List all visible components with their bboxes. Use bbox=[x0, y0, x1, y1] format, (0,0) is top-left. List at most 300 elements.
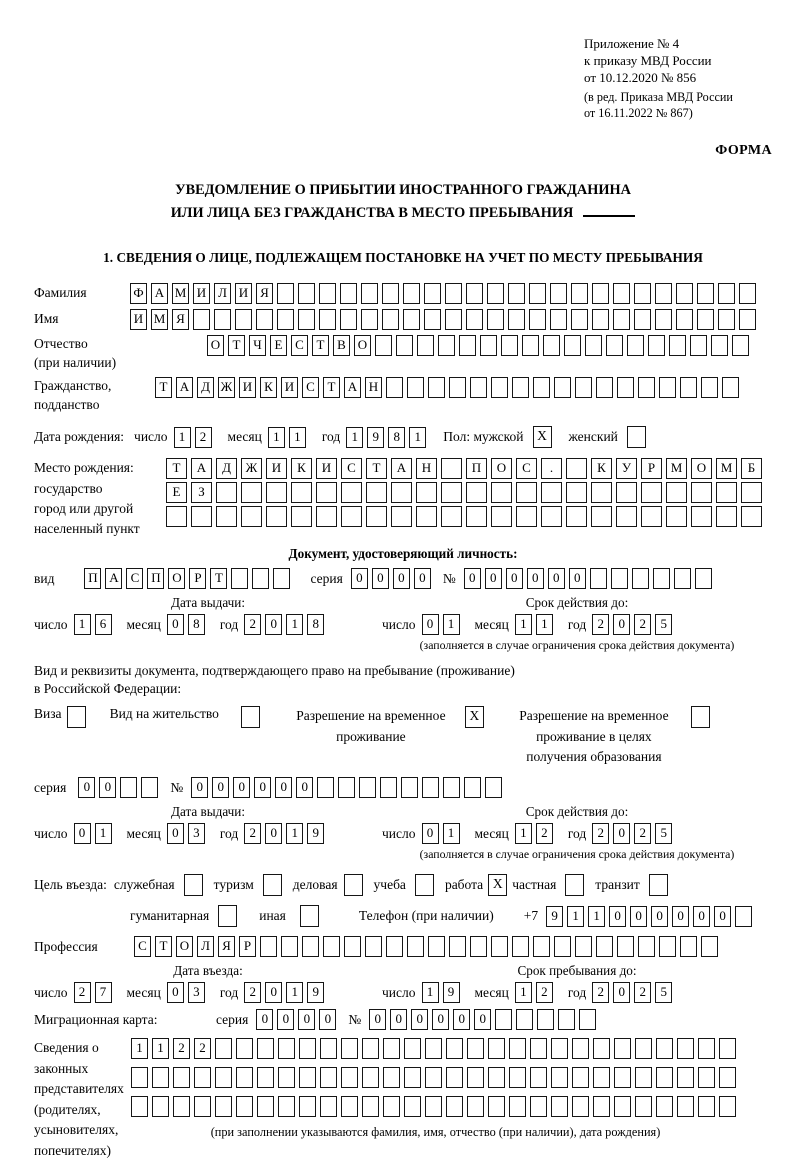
char-cell[interactable]: 2 bbox=[634, 823, 651, 844]
char-cell[interactable]: 0 bbox=[265, 982, 282, 1003]
char-cell[interactable]: 0 bbox=[296, 777, 313, 798]
char-cell[interactable]: И bbox=[266, 458, 287, 479]
char-cell[interactable] bbox=[131, 1067, 148, 1088]
char-cell[interactable]: 0 bbox=[256, 1009, 273, 1030]
char-cell[interactable]: 0 bbox=[613, 823, 630, 844]
char-cell[interactable]: 2 bbox=[536, 982, 553, 1003]
char-cell[interactable]: 1 bbox=[409, 427, 426, 448]
purpose-rabota-checkbox[interactable]: X bbox=[488, 874, 507, 896]
char-cell[interactable] bbox=[648, 335, 665, 356]
char-cell[interactable] bbox=[566, 506, 587, 527]
char-cell[interactable]: С bbox=[126, 568, 143, 589]
char-cell[interactable] bbox=[614, 1067, 631, 1088]
char-cell[interactable] bbox=[718, 309, 735, 330]
purpose-chastnaya-checkbox[interactable] bbox=[565, 874, 584, 896]
char-cell[interactable]: 0 bbox=[422, 614, 439, 635]
char-cell[interactable] bbox=[425, 1096, 442, 1117]
char-cell[interactable]: 0 bbox=[464, 568, 481, 589]
char-cell[interactable] bbox=[719, 1096, 736, 1117]
char-cell[interactable] bbox=[485, 777, 502, 798]
char-cell[interactable]: 0 bbox=[167, 823, 184, 844]
char-cell[interactable] bbox=[543, 335, 560, 356]
char-cell[interactable] bbox=[634, 283, 651, 304]
char-cell[interactable] bbox=[291, 482, 312, 503]
char-cell[interactable] bbox=[701, 936, 718, 957]
char-cell[interactable]: 0 bbox=[78, 777, 95, 798]
char-cell[interactable] bbox=[407, 377, 424, 398]
char-cell[interactable] bbox=[596, 377, 613, 398]
char-cell[interactable]: 0 bbox=[319, 1009, 336, 1030]
char-cell[interactable]: 0 bbox=[167, 982, 184, 1003]
char-cell[interactable]: 0 bbox=[569, 568, 586, 589]
char-cell[interactable] bbox=[470, 377, 487, 398]
char-cell[interactable] bbox=[697, 283, 714, 304]
birthplace-row1-cells[interactable] bbox=[166, 458, 766, 479]
char-cell[interactable] bbox=[537, 1009, 554, 1030]
char-cell[interactable]: 0 bbox=[351, 568, 368, 589]
char-cell[interactable]: 1 bbox=[286, 614, 303, 635]
purpose-gumanitarnaya-checkbox[interactable] bbox=[218, 905, 237, 927]
char-cell[interactable] bbox=[614, 1096, 631, 1117]
char-cell[interactable]: П bbox=[466, 458, 487, 479]
char-cell[interactable] bbox=[291, 506, 312, 527]
char-cell[interactable] bbox=[495, 1009, 512, 1030]
char-cell[interactable]: Л bbox=[197, 936, 214, 957]
char-cell[interactable]: 0 bbox=[411, 1009, 428, 1030]
char-cell[interactable]: П bbox=[84, 568, 101, 589]
char-cell[interactable]: 2 bbox=[634, 614, 651, 635]
char-cell[interactable] bbox=[361, 283, 378, 304]
char-cell[interactable]: Ф bbox=[130, 283, 147, 304]
char-cell[interactable]: О bbox=[176, 936, 193, 957]
issue2-month-cells[interactable] bbox=[167, 823, 209, 844]
char-cell[interactable]: Л bbox=[214, 283, 231, 304]
char-cell[interactable] bbox=[441, 458, 462, 479]
char-cell[interactable] bbox=[470, 936, 487, 957]
profession-cells[interactable] bbox=[134, 936, 722, 957]
char-cell[interactable]: 7 bbox=[95, 982, 112, 1003]
char-cell[interactable] bbox=[571, 309, 588, 330]
char-cell[interactable]: Р bbox=[189, 568, 206, 589]
char-cell[interactable]: Т bbox=[166, 458, 187, 479]
char-cell[interactable]: 9 bbox=[307, 823, 324, 844]
char-cell[interactable]: М bbox=[151, 309, 168, 330]
char-cell[interactable] bbox=[593, 1096, 610, 1117]
sex-female-checkbox[interactable] bbox=[627, 426, 646, 448]
char-cell[interactable] bbox=[566, 458, 587, 479]
char-cell[interactable] bbox=[316, 482, 337, 503]
char-cell[interactable] bbox=[375, 335, 392, 356]
char-cell[interactable] bbox=[698, 1096, 715, 1117]
char-cell[interactable] bbox=[319, 283, 336, 304]
char-cell[interactable]: И bbox=[130, 309, 147, 330]
char-cell[interactable] bbox=[634, 309, 651, 330]
char-cell[interactable] bbox=[445, 309, 462, 330]
char-cell[interactable] bbox=[383, 1038, 400, 1059]
char-cell[interactable] bbox=[362, 1038, 379, 1059]
char-cell[interactable] bbox=[718, 283, 735, 304]
char-cell[interactable]: Т bbox=[210, 568, 227, 589]
char-cell[interactable]: 3 bbox=[188, 823, 205, 844]
char-cell[interactable] bbox=[592, 283, 609, 304]
char-cell[interactable] bbox=[257, 1067, 274, 1088]
char-cell[interactable] bbox=[596, 936, 613, 957]
char-cell[interactable]: Т bbox=[323, 377, 340, 398]
char-cell[interactable] bbox=[635, 1038, 652, 1059]
char-cell[interactable]: 0 bbox=[277, 1009, 294, 1030]
char-cell[interactable] bbox=[396, 335, 413, 356]
residence-seriya-cells[interactable] bbox=[78, 777, 162, 798]
identity-seriya-cells[interactable] bbox=[351, 568, 435, 589]
char-cell[interactable] bbox=[551, 1038, 568, 1059]
char-cell[interactable] bbox=[316, 506, 337, 527]
char-cell[interactable]: Р bbox=[239, 936, 256, 957]
char-cell[interactable]: 1 bbox=[443, 614, 460, 635]
char-cell[interactable]: Ж bbox=[218, 377, 235, 398]
char-cell[interactable] bbox=[466, 283, 483, 304]
char-cell[interactable] bbox=[617, 377, 634, 398]
char-cell[interactable] bbox=[361, 309, 378, 330]
char-cell[interactable]: 0 bbox=[369, 1009, 386, 1030]
char-cell[interactable] bbox=[441, 506, 462, 527]
char-cell[interactable]: С bbox=[341, 458, 362, 479]
char-cell[interactable]: 0 bbox=[609, 906, 626, 927]
representatives-row3-cells[interactable] bbox=[131, 1096, 740, 1117]
char-cell[interactable] bbox=[391, 506, 412, 527]
char-cell[interactable] bbox=[585, 335, 602, 356]
char-cell[interactable]: 0 bbox=[74, 823, 91, 844]
valid2-day-cells[interactable] bbox=[422, 823, 464, 844]
char-cell[interactable] bbox=[579, 1009, 596, 1030]
char-cell[interactable]: 0 bbox=[372, 568, 389, 589]
char-cell[interactable]: 2 bbox=[592, 982, 609, 1003]
char-cell[interactable]: И bbox=[239, 377, 256, 398]
char-cell[interactable] bbox=[674, 568, 691, 589]
char-cell[interactable] bbox=[677, 1096, 694, 1117]
char-cell[interactable] bbox=[554, 936, 571, 957]
birthplace-row3-cells[interactable] bbox=[166, 506, 766, 527]
char-cell[interactable]: 0 bbox=[212, 777, 229, 798]
char-cell[interactable] bbox=[614, 1038, 631, 1059]
char-cell[interactable] bbox=[467, 1038, 484, 1059]
char-cell[interactable] bbox=[550, 283, 567, 304]
char-cell[interactable] bbox=[173, 1096, 190, 1117]
char-cell[interactable] bbox=[512, 936, 529, 957]
char-cell[interactable]: 1 bbox=[422, 982, 439, 1003]
char-cell[interactable]: П bbox=[147, 568, 164, 589]
char-cell[interactable]: 0 bbox=[672, 906, 689, 927]
char-cell[interactable] bbox=[572, 1096, 589, 1117]
char-cell[interactable] bbox=[302, 936, 319, 957]
char-cell[interactable]: Т bbox=[312, 335, 329, 356]
char-cell[interactable]: 0 bbox=[714, 906, 731, 927]
char-cell[interactable] bbox=[341, 1038, 358, 1059]
char-cell[interactable] bbox=[215, 1038, 232, 1059]
char-cell[interactable]: 0 bbox=[693, 906, 710, 927]
char-cell[interactable] bbox=[491, 506, 512, 527]
char-cell[interactable] bbox=[362, 1067, 379, 1088]
char-cell[interactable]: Т bbox=[155, 377, 172, 398]
char-cell[interactable]: 2 bbox=[244, 614, 261, 635]
char-cell[interactable] bbox=[391, 482, 412, 503]
char-cell[interactable] bbox=[691, 482, 712, 503]
char-cell[interactable] bbox=[403, 283, 420, 304]
char-cell[interactable] bbox=[341, 1096, 358, 1117]
migration-seriya-cells[interactable] bbox=[256, 1009, 340, 1030]
char-cell[interactable] bbox=[656, 1038, 673, 1059]
char-cell[interactable] bbox=[317, 777, 334, 798]
char-cell[interactable] bbox=[380, 777, 397, 798]
char-cell[interactable] bbox=[173, 1067, 190, 1088]
char-cell[interactable] bbox=[480, 335, 497, 356]
char-cell[interactable]: З bbox=[191, 482, 212, 503]
char-cell[interactable] bbox=[257, 1096, 274, 1117]
char-cell[interactable] bbox=[680, 936, 697, 957]
char-cell[interactable] bbox=[719, 1067, 736, 1088]
char-cell[interactable] bbox=[215, 1096, 232, 1117]
char-cell[interactable] bbox=[231, 568, 248, 589]
char-cell[interactable]: 8 bbox=[188, 614, 205, 635]
char-cell[interactable] bbox=[252, 568, 269, 589]
stay-year-cells[interactable] bbox=[592, 982, 676, 1003]
char-cell[interactable] bbox=[488, 1096, 505, 1117]
char-cell[interactable] bbox=[416, 506, 437, 527]
purpose-ucheba-checkbox[interactable] bbox=[415, 874, 434, 896]
char-cell[interactable] bbox=[425, 1038, 442, 1059]
char-cell[interactable] bbox=[592, 309, 609, 330]
char-cell[interactable] bbox=[616, 482, 637, 503]
char-cell[interactable] bbox=[404, 1067, 421, 1088]
residence-nomer-cells[interactable] bbox=[191, 777, 506, 798]
char-cell[interactable]: 2 bbox=[634, 982, 651, 1003]
char-cell[interactable]: К bbox=[591, 458, 612, 479]
char-cell[interactable] bbox=[516, 1009, 533, 1030]
char-cell[interactable] bbox=[741, 506, 762, 527]
char-cell[interactable] bbox=[491, 482, 512, 503]
patronymic-cells[interactable] bbox=[207, 335, 753, 356]
migration-nomer-cells[interactable] bbox=[369, 1009, 600, 1030]
stay-month-cells[interactable] bbox=[515, 982, 557, 1003]
char-cell[interactable] bbox=[501, 335, 518, 356]
char-cell[interactable] bbox=[299, 1038, 316, 1059]
char-cell[interactable] bbox=[344, 936, 361, 957]
char-cell[interactable]: С bbox=[291, 335, 308, 356]
char-cell[interactable] bbox=[659, 936, 676, 957]
char-cell[interactable] bbox=[466, 506, 487, 527]
char-cell[interactable] bbox=[141, 777, 158, 798]
char-cell[interactable] bbox=[386, 377, 403, 398]
char-cell[interactable] bbox=[659, 377, 676, 398]
char-cell[interactable]: У bbox=[616, 458, 637, 479]
char-cell[interactable]: 1 bbox=[567, 906, 584, 927]
char-cell[interactable] bbox=[509, 1096, 526, 1117]
char-cell[interactable] bbox=[691, 506, 712, 527]
char-cell[interactable] bbox=[459, 335, 476, 356]
char-cell[interactable] bbox=[366, 506, 387, 527]
char-cell[interactable]: 0 bbox=[630, 906, 647, 927]
char-cell[interactable] bbox=[266, 506, 287, 527]
char-cell[interactable] bbox=[632, 568, 649, 589]
issue1-day-cells[interactable] bbox=[74, 614, 116, 635]
char-cell[interactable]: 0 bbox=[99, 777, 116, 798]
issue1-year-cells[interactable] bbox=[244, 614, 328, 635]
char-cell[interactable]: 2 bbox=[592, 614, 609, 635]
char-cell[interactable] bbox=[690, 335, 707, 356]
char-cell[interactable] bbox=[656, 1067, 673, 1088]
char-cell[interactable] bbox=[590, 568, 607, 589]
char-cell[interactable] bbox=[382, 283, 399, 304]
char-cell[interactable] bbox=[613, 283, 630, 304]
char-cell[interactable] bbox=[641, 506, 662, 527]
char-cell[interactable]: А bbox=[105, 568, 122, 589]
char-cell[interactable] bbox=[467, 1067, 484, 1088]
char-cell[interactable] bbox=[635, 1096, 652, 1117]
char-cell[interactable]: Н bbox=[365, 377, 382, 398]
char-cell[interactable]: 0 bbox=[527, 568, 544, 589]
char-cell[interactable] bbox=[449, 936, 466, 957]
valid1-month-cells[interactable] bbox=[515, 614, 557, 635]
char-cell[interactable] bbox=[606, 335, 623, 356]
issue2-day-cells[interactable] bbox=[74, 823, 116, 844]
char-cell[interactable] bbox=[191, 506, 212, 527]
char-cell[interactable]: 0 bbox=[613, 982, 630, 1003]
char-cell[interactable] bbox=[697, 309, 714, 330]
birthplace-row2-cells[interactable] bbox=[166, 482, 766, 503]
char-cell[interactable]: . bbox=[541, 458, 562, 479]
char-cell[interactable]: 0 bbox=[422, 823, 439, 844]
phone-cells[interactable] bbox=[546, 906, 756, 927]
char-cell[interactable] bbox=[716, 482, 737, 503]
char-cell[interactable]: И bbox=[316, 458, 337, 479]
char-cell[interactable]: 1 bbox=[289, 427, 306, 448]
char-cell[interactable]: 0 bbox=[548, 568, 565, 589]
char-cell[interactable] bbox=[591, 482, 612, 503]
valid1-year-cells[interactable] bbox=[592, 614, 676, 635]
char-cell[interactable]: В bbox=[333, 335, 350, 356]
char-cell[interactable]: М bbox=[172, 283, 189, 304]
char-cell[interactable]: 9 bbox=[307, 982, 324, 1003]
char-cell[interactable] bbox=[698, 1038, 715, 1059]
char-cell[interactable]: 9 bbox=[367, 427, 384, 448]
char-cell[interactable] bbox=[641, 482, 662, 503]
char-cell[interactable]: О bbox=[207, 335, 224, 356]
char-cell[interactable] bbox=[404, 1096, 421, 1117]
char-cell[interactable] bbox=[443, 777, 460, 798]
purpose-inaya-checkbox[interactable] bbox=[300, 905, 319, 927]
char-cell[interactable]: 1 bbox=[443, 823, 460, 844]
char-cell[interactable]: 8 bbox=[388, 427, 405, 448]
char-cell[interactable]: А bbox=[391, 458, 412, 479]
char-cell[interactable] bbox=[680, 377, 697, 398]
char-cell[interactable] bbox=[466, 309, 483, 330]
char-cell[interactable] bbox=[616, 506, 637, 527]
char-cell[interactable]: 5 bbox=[655, 823, 672, 844]
valid2-year-cells[interactable] bbox=[592, 823, 676, 844]
char-cell[interactable] bbox=[554, 377, 571, 398]
identity-nomer-cells[interactable] bbox=[464, 568, 716, 589]
char-cell[interactable]: О bbox=[691, 458, 712, 479]
char-cell[interactable]: Т bbox=[366, 458, 387, 479]
char-cell[interactable]: Р bbox=[641, 458, 662, 479]
char-cell[interactable] bbox=[530, 1067, 547, 1088]
char-cell[interactable] bbox=[216, 482, 237, 503]
char-cell[interactable] bbox=[320, 1038, 337, 1059]
char-cell[interactable]: 0 bbox=[265, 823, 282, 844]
char-cell[interactable] bbox=[732, 335, 749, 356]
char-cell[interactable]: С bbox=[516, 458, 537, 479]
char-cell[interactable]: 0 bbox=[432, 1009, 449, 1030]
char-cell[interactable] bbox=[366, 482, 387, 503]
char-cell[interactable] bbox=[341, 506, 362, 527]
char-cell[interactable]: Т bbox=[228, 335, 245, 356]
char-cell[interactable] bbox=[541, 506, 562, 527]
char-cell[interactable]: К bbox=[291, 458, 312, 479]
char-cell[interactable]: 0 bbox=[191, 777, 208, 798]
identity-vid-cells[interactable] bbox=[84, 568, 294, 589]
char-cell[interactable]: Ч bbox=[249, 335, 266, 356]
char-cell[interactable] bbox=[551, 1067, 568, 1088]
char-cell[interactable] bbox=[446, 1038, 463, 1059]
char-cell[interactable] bbox=[422, 777, 439, 798]
char-cell[interactable] bbox=[551, 1096, 568, 1117]
char-cell[interactable] bbox=[441, 482, 462, 503]
visa-checkbox[interactable] bbox=[67, 706, 86, 728]
stay-day-cells[interactable] bbox=[422, 982, 464, 1003]
char-cell[interactable] bbox=[695, 568, 712, 589]
char-cell[interactable] bbox=[341, 482, 362, 503]
purpose-delovaya-checkbox[interactable] bbox=[344, 874, 363, 896]
char-cell[interactable] bbox=[566, 482, 587, 503]
char-cell[interactable]: 0 bbox=[298, 1009, 315, 1030]
char-cell[interactable] bbox=[401, 777, 418, 798]
char-cell[interactable] bbox=[277, 283, 294, 304]
char-cell[interactable]: 2 bbox=[536, 823, 553, 844]
char-cell[interactable] bbox=[638, 936, 655, 957]
char-cell[interactable] bbox=[299, 1096, 316, 1117]
char-cell[interactable] bbox=[613, 309, 630, 330]
char-cell[interactable]: 3 bbox=[188, 982, 205, 1003]
char-cell[interactable]: 0 bbox=[393, 568, 410, 589]
char-cell[interactable]: 0 bbox=[265, 614, 282, 635]
char-cell[interactable] bbox=[338, 777, 355, 798]
char-cell[interactable] bbox=[741, 482, 762, 503]
char-cell[interactable] bbox=[445, 283, 462, 304]
valid2-month-cells[interactable] bbox=[515, 823, 557, 844]
char-cell[interactable] bbox=[491, 377, 508, 398]
char-cell[interactable] bbox=[278, 1096, 295, 1117]
char-cell[interactable] bbox=[256, 309, 273, 330]
char-cell[interactable] bbox=[365, 936, 382, 957]
char-cell[interactable]: Ж bbox=[241, 458, 262, 479]
char-cell[interactable] bbox=[466, 482, 487, 503]
char-cell[interactable] bbox=[416, 482, 437, 503]
char-cell[interactable] bbox=[711, 335, 728, 356]
char-cell[interactable]: Е bbox=[270, 335, 287, 356]
char-cell[interactable]: 1 bbox=[286, 982, 303, 1003]
char-cell[interactable] bbox=[516, 482, 537, 503]
char-cell[interactable] bbox=[166, 506, 187, 527]
char-cell[interactable] bbox=[383, 1067, 400, 1088]
char-cell[interactable] bbox=[341, 1067, 358, 1088]
char-cell[interactable] bbox=[214, 309, 231, 330]
purpose-turizm-checkbox[interactable] bbox=[263, 874, 282, 896]
entry-year-cells[interactable] bbox=[244, 982, 328, 1003]
char-cell[interactable]: 6 bbox=[95, 614, 112, 635]
char-cell[interactable] bbox=[653, 568, 670, 589]
char-cell[interactable]: Т bbox=[155, 936, 172, 957]
char-cell[interactable] bbox=[655, 309, 672, 330]
char-cell[interactable] bbox=[676, 309, 693, 330]
